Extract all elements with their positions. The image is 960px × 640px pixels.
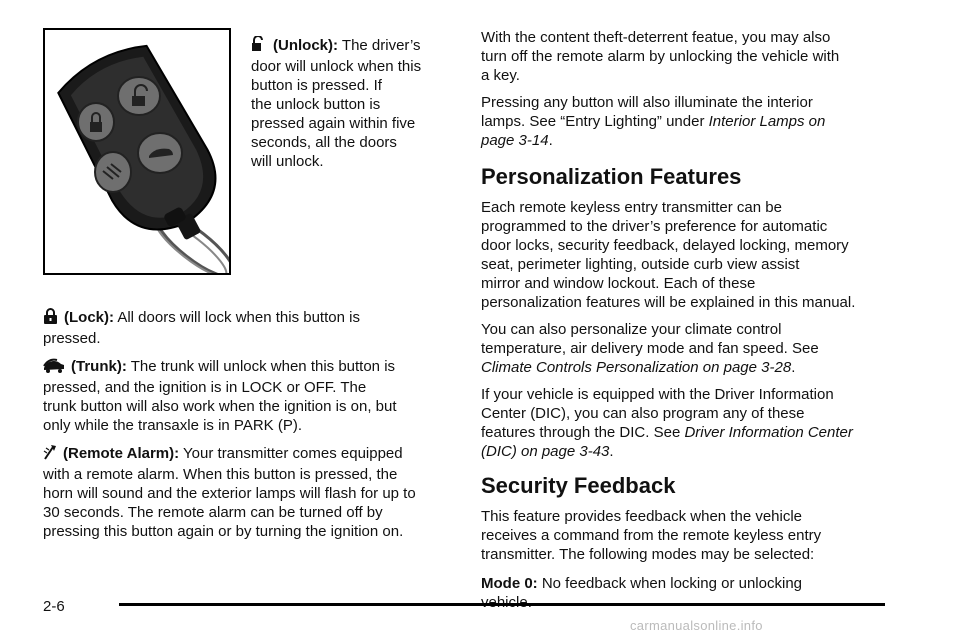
unlock-line: the unlock button is xyxy=(251,96,381,113)
lock-text: All doors will lock when this button is xyxy=(117,309,360,326)
right-column xyxy=(481,28,901,612)
alarm-line-1 xyxy=(43,444,453,465)
unlock-text: The driver’s xyxy=(341,37,421,54)
dic-line xyxy=(481,442,901,461)
pers-line: programmed to the driver’s preference for automatic xyxy=(481,218,828,235)
mode0-text: No feedback when locking or unlocking xyxy=(541,575,802,592)
dic-text: features through the DIC. See xyxy=(481,424,685,441)
dic-line: If your vehicle is equipped with the Driver Information xyxy=(481,386,834,403)
unlock-label: (Unlock): xyxy=(273,37,338,54)
dic-line xyxy=(481,423,901,442)
unlock-description xyxy=(251,36,461,171)
trunk-line: trunk button will also work when the ignition is on, but xyxy=(43,398,397,415)
period: . xyxy=(791,359,796,376)
dic-page-link[interactable]: (DIC) on page 3-43 xyxy=(481,443,610,460)
mode0-line xyxy=(481,574,901,593)
trunk-line-1 xyxy=(43,357,453,378)
trunk-icon xyxy=(43,357,65,378)
lock-line-2: pressed. xyxy=(43,330,101,347)
unlock-line: door will unlock when this xyxy=(251,58,422,75)
dic-link[interactable]: Driver Information Center xyxy=(684,424,853,441)
alarm-line: pressing this button again or by turning the ignition on. xyxy=(43,523,404,540)
sec-line: This feature provides feedback when the vehicle xyxy=(481,508,803,525)
alarm-label: (Remote Alarm): xyxy=(63,445,180,462)
watermark: carmanualsonline.info xyxy=(630,618,763,633)
trunk-label: (Trunk): xyxy=(71,358,127,375)
sec-line: transmitter. The following modes may be selected: xyxy=(481,546,815,563)
left-column xyxy=(43,308,453,541)
lock-line-1 xyxy=(43,308,453,329)
pers-line: seat, perimeter lighting, outside curb view assist xyxy=(481,256,800,273)
personalization-heading: Personalization Features xyxy=(481,164,742,189)
mode0-label: Mode 0: xyxy=(481,575,538,592)
illum-text: lamps. See “Entry Lighting” under xyxy=(481,113,709,130)
climate-line: You can also personalize your climate control xyxy=(481,321,782,338)
theft-line: a key. xyxy=(481,67,520,84)
pers-line: door locks, security feedback, delayed locking, memory xyxy=(481,237,849,254)
alarm-text: Your transmitter comes equipped xyxy=(183,445,403,462)
unlock-line: button is pressed. If xyxy=(251,77,382,94)
page-number: 2-6 xyxy=(43,598,65,615)
unlock-line-1 xyxy=(251,36,461,57)
climate-line: temperature, air delivery mode and fan speed. See xyxy=(481,340,819,357)
trunk-line: only while the transaxle is in PARK (P). xyxy=(43,417,302,434)
interior-lamps-page-link[interactable]: page 3-14 xyxy=(481,132,549,149)
illum-line: Pressing any button will also illuminate the interior xyxy=(481,94,813,111)
sec-line: receives a command from the remote keyless entry xyxy=(481,527,822,544)
pers-line: personalization features will be explained in this manual. xyxy=(481,294,856,311)
period: . xyxy=(548,132,553,149)
trunk-line: pressed, and the ignition is in LOCK or OFF. The xyxy=(43,379,367,396)
alarm-line: with a remote alarm. When this button is pressed, the xyxy=(43,466,398,483)
illum-line xyxy=(481,112,901,131)
alarm-line: 30 seconds. The remote alarm can be turned off by xyxy=(43,504,383,521)
climate-controls-link[interactable]: Climate Controls Personalization on page 3-28 xyxy=(481,359,792,376)
alarm-line: horn will sound and the exterior lamps will flash for up to xyxy=(43,485,416,502)
theft-line: With the content theft-deterrent featue, you may also xyxy=(481,29,831,46)
climate-line xyxy=(481,358,901,377)
security-heading: Security Feedback xyxy=(481,473,676,498)
illum-line xyxy=(481,131,901,150)
theft-line: turn off the remote alarm by unlocking the vehicle with xyxy=(481,48,840,65)
unlock-line: will unlock. xyxy=(251,153,324,170)
key-fob-photo xyxy=(43,28,231,275)
pers-line: Each remote keyless entry transmitter can be xyxy=(481,199,782,216)
unlock-line: pressed again within five xyxy=(251,115,416,132)
footer-rule xyxy=(119,603,885,606)
unlock-line: seconds, all the doors xyxy=(251,134,397,151)
pers-line: mirror and window lockout. Each of these xyxy=(481,275,756,292)
unlock-icon xyxy=(251,36,267,57)
horn-icon xyxy=(43,444,57,465)
lock-label: (Lock): xyxy=(64,309,114,326)
interior-lamps-link[interactable]: Interior Lamps on xyxy=(708,113,826,130)
trunk-text: The trunk will unlock when this button is xyxy=(130,358,396,375)
period: . xyxy=(609,443,614,460)
dic-line: Center (DIC), you can also program any of these xyxy=(481,405,805,422)
lock-icon xyxy=(43,308,58,329)
